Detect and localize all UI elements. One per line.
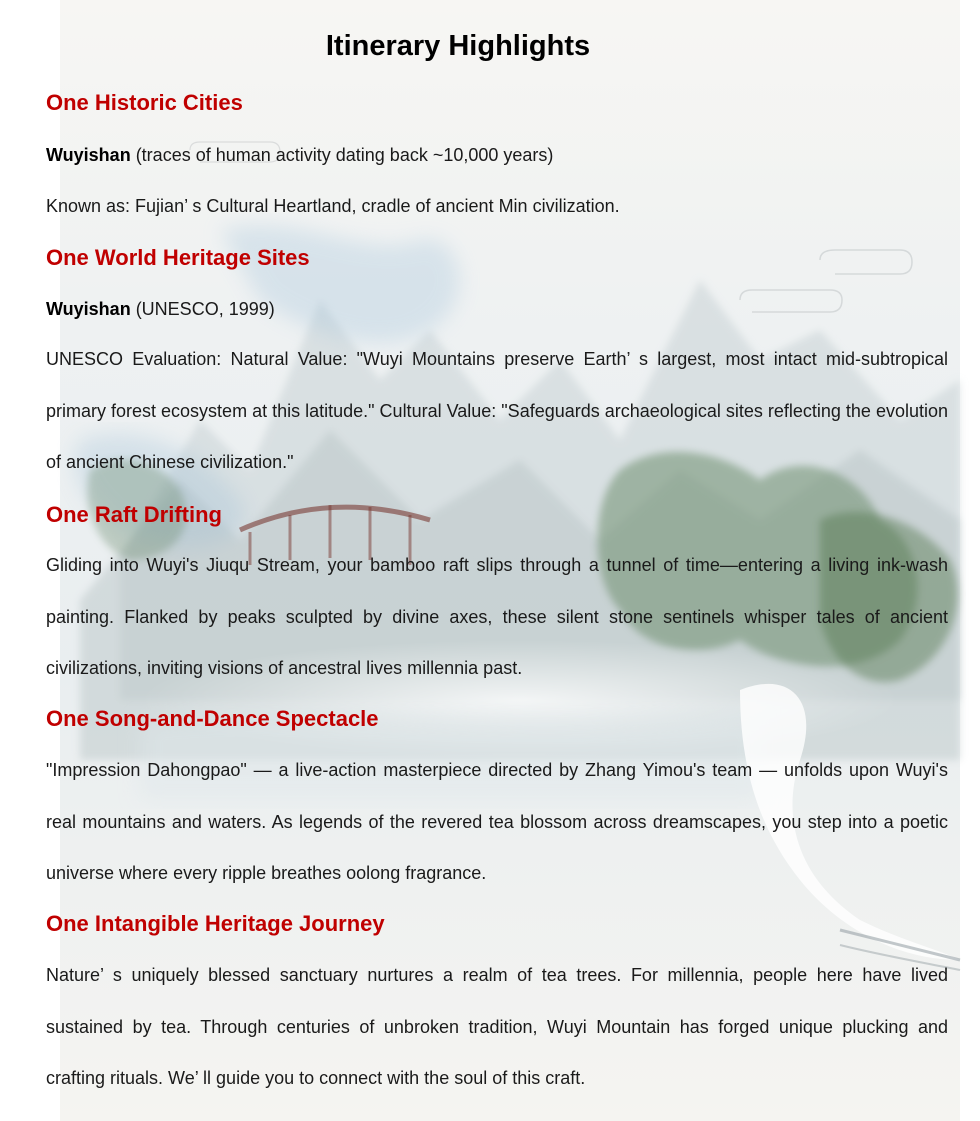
bold-label: Wuyishan (46, 145, 131, 165)
historic-cities-line-1 (46, 142, 553, 168)
bold-label: Wuyishan (46, 299, 131, 319)
page-title: Itinerary Highlights (325, 30, 591, 62)
section-heading-world-heritage: One World Heritage Sites (46, 245, 310, 270)
world-heritage-line-1 (46, 296, 275, 322)
line-text: (UNESCO, 1999) (130, 299, 275, 319)
song-dance-paragraph: "Impression Dahongpao" — a live-action masterpiece directed by Zhang Yimou's team — unfolds upon Wuyi's real mountains and waters. As legends of the revered tea blossom across dreamscapes, you step into a poetic universe where every ripple breathes oolong fragrance. (46, 760, 948, 883)
line-text: (traces of human activity dating back ~10,000 years) (130, 145, 554, 165)
section-heading-song-dance: One Song-and-Dance Spectacle (46, 706, 379, 731)
raft-drifting-paragraph: Gliding into Wuyi's Jiuqu Stream, your bamboo raft slips through a tunnel of time—entering a living ink-wash painting. Flanked by peaks sculpted by divine axes, these silent stone sentinels whisper tales of ancient civilizations, inviting visions of ancestral lives millennia past. (46, 555, 948, 678)
section-heading-historic-cities: One Historic Cities (46, 90, 243, 115)
intangible-heritage-paragraph: Nature’ s uniquely blessed sanctuary nurtures a realm of tea trees. For millennia, people here have lived sustained by tea. Through centuries of unbroken tradition, Wuyi Mountain has forged unique plucking and crafting rituals. We’ ll guide you to connect with the soul of this craft. (46, 965, 948, 1088)
world-heritage-paragraph: UNESCO Evaluation: Natural Value: "Wuyi Mountains preserve Earth’ s largest, most intact mid-subtropical primary forest ecosystem at this latitude." Cultural Value: "Safeguards archaeological sites reflecting the evolution of ancient Chinese civilization." (46, 349, 948, 472)
section-heading-intangible-heritage: One Intangible Heritage Journey (46, 911, 385, 936)
section-heading-raft-drifting: One Raft Drifting (46, 502, 222, 527)
historic-cities-line-2: Known as: Fujian’ s Cultural Heartland, cradle of ancient Min civilization. (46, 196, 620, 216)
